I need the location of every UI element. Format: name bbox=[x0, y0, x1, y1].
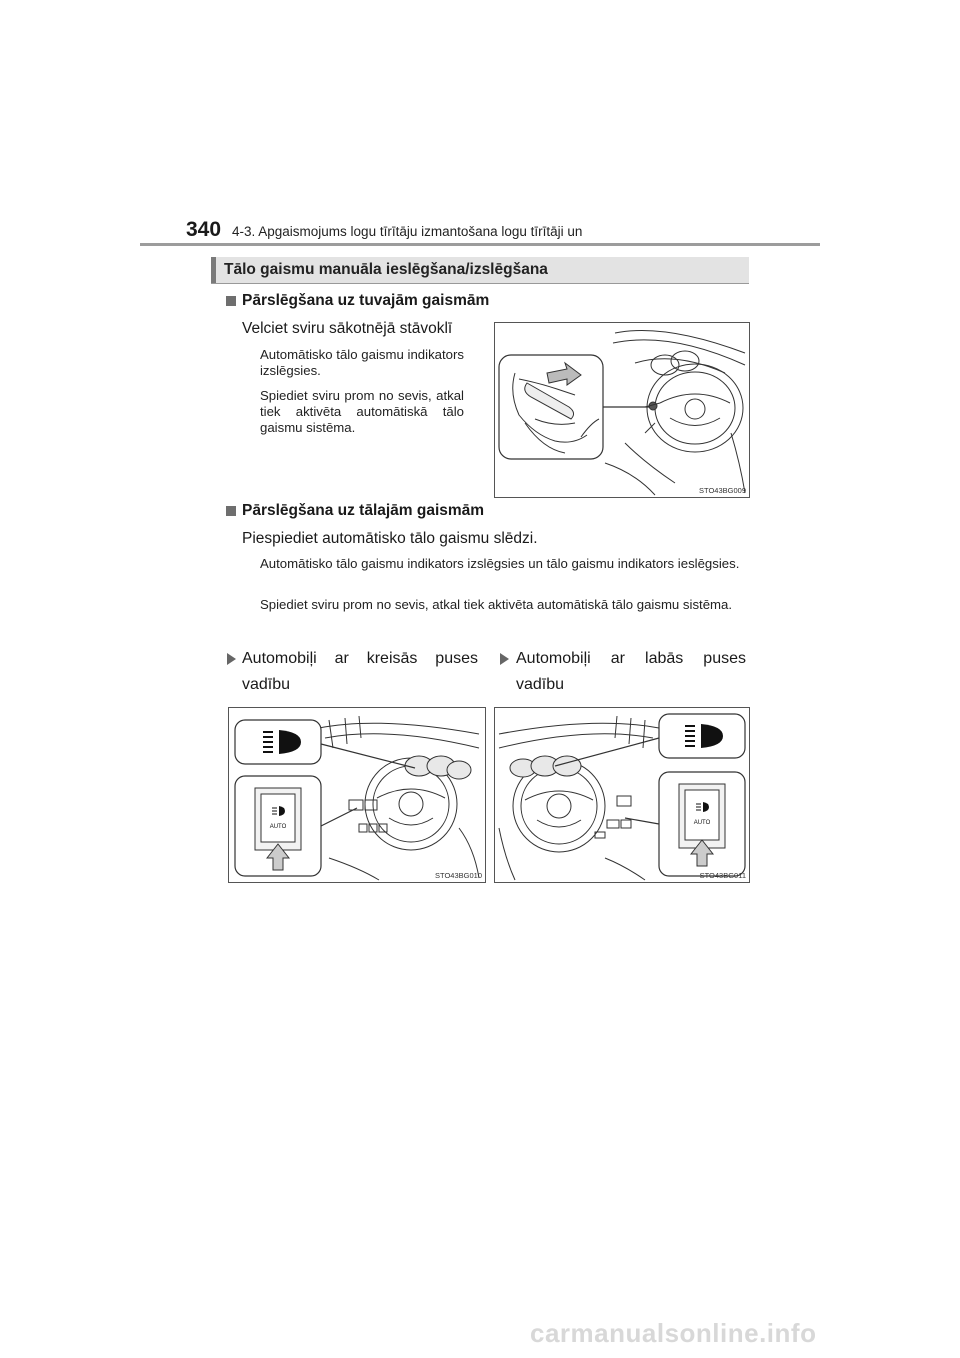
bullet-square-icon bbox=[226, 506, 236, 516]
chapter-title: 4-3. Apgaismojums logu tīrītāju izmantošana logu tīrītāji un bbox=[232, 224, 583, 239]
figure-code: STO43BG010 bbox=[435, 871, 482, 880]
lhd-illustration bbox=[228, 707, 486, 883]
auto-switch-text: AUTO bbox=[269, 824, 287, 830]
arrow-bullet-icon bbox=[227, 653, 236, 665]
low-beam-note-1: Automātisko tālo gaismu indikators izslēgsies. bbox=[260, 347, 464, 378]
lever-illustration bbox=[494, 322, 750, 498]
low-beam-heading: Pārslēgšana uz tuvajām gaismām bbox=[242, 292, 490, 309]
high-beam-instruction: Piespiediet automātisko tālo gaismu slēdzi. bbox=[242, 530, 538, 547]
right-hand-drive-label: Automobiļi ar labās puses vadību bbox=[516, 650, 746, 693]
figure-code: STO43BG009 bbox=[699, 486, 746, 495]
lever-drawing bbox=[495, 323, 749, 497]
auto-switch-text: AUTO bbox=[693, 820, 711, 826]
section-divider bbox=[211, 283, 749, 284]
lhd-drawing bbox=[229, 708, 485, 882]
watermark-logo: carmanualsonline.info bbox=[530, 1318, 817, 1348]
high-beam-note-2: Spiediet sviru prom no sevis, atkal tiek aktivēta automātiskā tālo gaismu sistēma. bbox=[260, 597, 733, 612]
section-title: Tālo gaismu manuāla ieslēgšana/izslēgšana bbox=[224, 261, 548, 278]
figure-code: STO43BG011 bbox=[699, 871, 746, 880]
low-beam-instruction: Velciet sviru sākotnējā stāvoklī bbox=[242, 320, 453, 337]
high-beam-note-1: Automātisko tālo gaismu indikators izslēgsies un tālo gaismu indikators ieslēgsies. bbox=[260, 556, 740, 571]
high-beam-heading: Pārslēgšana uz tālajām gaismām bbox=[242, 502, 485, 519]
header-divider bbox=[140, 243, 820, 246]
page-number: 340 bbox=[186, 218, 222, 241]
section-marker bbox=[211, 257, 216, 283]
rhd-drawing bbox=[495, 708, 749, 882]
left-hand-drive-label: Automobiļi ar kreisās puses vadību bbox=[242, 650, 478, 693]
low-beam-note-2: Spiediet sviru prom no sevis, atkal tiek aktivēta automātiskā tālo gaismu sistēma. bbox=[260, 388, 464, 435]
rhd-illustration bbox=[494, 707, 750, 883]
section-heading-bar bbox=[211, 257, 749, 283]
arrow-bullet-icon bbox=[500, 653, 509, 665]
bullet-square-icon bbox=[226, 296, 236, 306]
